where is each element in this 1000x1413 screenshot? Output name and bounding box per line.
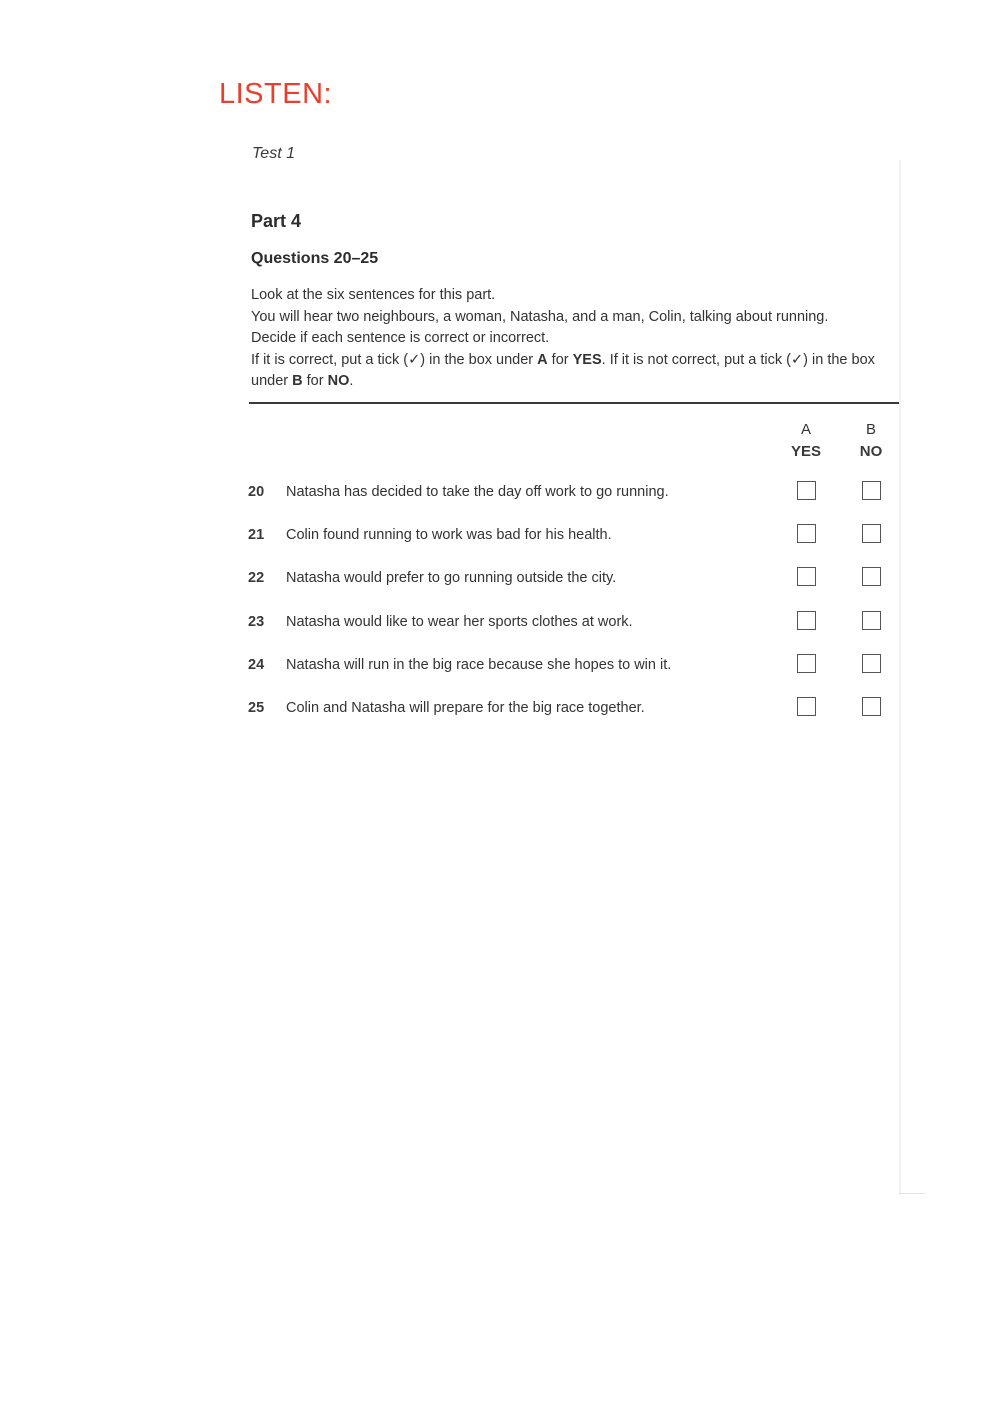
question-text: Natasha would like to wear her sports clothes at work.: [286, 614, 633, 630]
instruction-text: for: [547, 351, 573, 368]
no-checkbox[interactable]: [862, 611, 881, 630]
part-title: Part 4: [251, 211, 302, 231]
question-text: Colin and Natasha will prepare for the big race together.: [286, 700, 645, 716]
question-row-22: [248, 567, 908, 591]
column-header-a: [781, 419, 831, 463]
question-row-23: [248, 611, 908, 635]
question-number: 23: [248, 614, 265, 630]
question-number: 21: [248, 527, 265, 543]
instruction-letter-b: B: [292, 373, 303, 389]
page-edge-corner: [899, 1193, 925, 1194]
question-text: Natasha would prefer to go running outside the city.: [286, 570, 617, 586]
divider-rule: [249, 402, 901, 404]
instruction-line-3: Decide if each sentence is correct or incorrect.: [251, 330, 550, 346]
instruction-letter-a: A: [537, 351, 548, 368]
yes-checkbox[interactable]: [797, 697, 816, 716]
test-label: Test 1: [252, 145, 295, 162]
instruction-text: .: [349, 373, 354, 389]
question-number: 22: [248, 570, 265, 586]
listen-heading: LISTEN:: [219, 78, 333, 110]
no-checkbox[interactable]: [862, 697, 881, 716]
instruction-text: . If it is not correct, put a tick (✓) in the box under: [251, 351, 875, 389]
question-text: Natasha will run in the big race because she hopes to win it.: [286, 657, 672, 673]
yes-checkbox[interactable]: [797, 481, 816, 500]
column-a-letter: A: [800, 421, 811, 438]
no-checkbox[interactable]: [862, 524, 881, 543]
yes-checkbox[interactable]: [797, 524, 816, 543]
question-text: Colin found running to work was bad for his health.: [286, 527, 612, 543]
instruction-text: for: [302, 373, 328, 389]
instruction-line-4: [251, 350, 901, 393]
question-row-25: [248, 697, 908, 721]
question-number: 20: [248, 484, 265, 500]
question-number: 24: [248, 657, 265, 673]
question-row-20: [248, 481, 908, 505]
question-row-24: [248, 654, 908, 678]
instruction-yes: YES: [572, 351, 602, 368]
column-b-word: NO: [859, 443, 883, 460]
instructions: [251, 285, 901, 393]
instruction-line-1: Look at the six sentences for this part.: [251, 287, 496, 303]
question-number: 25: [248, 700, 265, 716]
instruction-no: NO: [327, 373, 350, 389]
column-a-word: YES: [790, 443, 821, 460]
question-row-21: [248, 524, 908, 548]
yes-checkbox[interactable]: [797, 611, 816, 630]
page-edge-shadow: [899, 160, 901, 1195]
instruction-line-2: You will hear two neighbours, a woman, Natasha, and a man, Colin, talking about running.: [251, 308, 829, 325]
question-text: Natasha has decided to take the day off work to go running.: [286, 484, 669, 500]
no-checkbox[interactable]: [862, 567, 881, 586]
no-checkbox[interactable]: [862, 481, 881, 500]
column-header-b: [846, 419, 896, 463]
yes-checkbox[interactable]: [797, 567, 816, 586]
no-checkbox[interactable]: [862, 654, 881, 673]
instruction-text: If it is correct, put a tick (✓) in the box under: [251, 351, 538, 368]
column-b-letter: B: [865, 421, 876, 438]
questions-range-title: Questions 20–25: [251, 250, 379, 267]
yes-checkbox[interactable]: [797, 654, 816, 673]
